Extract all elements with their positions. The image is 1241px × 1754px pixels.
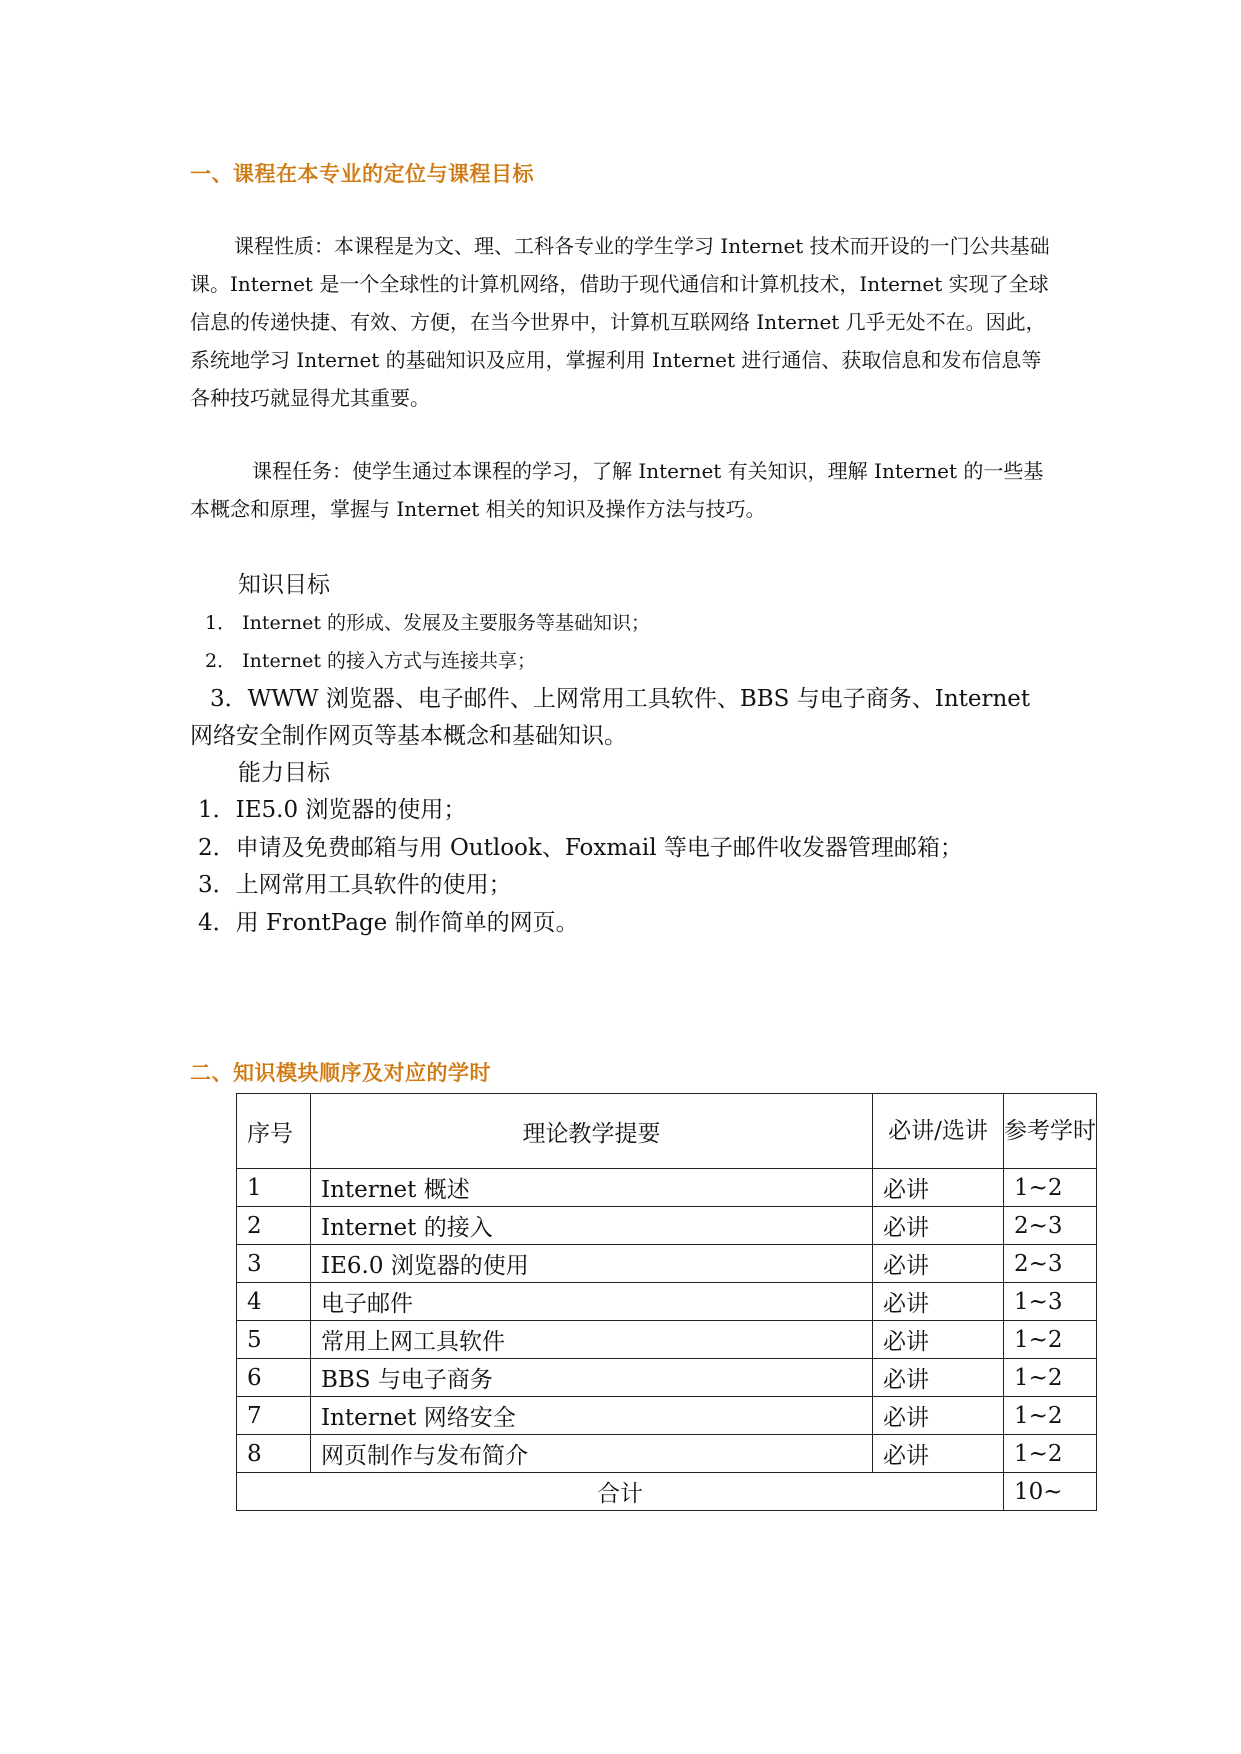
row-hours: 1~2 (1004, 1397, 1097, 1435)
ability-item-2: 2．申请及免费邮箱与用 Outlook、Foxmail 等电子邮件收发器管理邮箱； (198, 835, 963, 861)
row-required: 必讲 (873, 1435, 1004, 1473)
course-nature-paragraph: 课程性质：本课程是为文、理、工科各专业的学生学习 Internet 技术而开设的一门公共基础课。Internet 是一个全球性的计算机网络，借助于现代通信和计算机技术，Internet 实现了全球信息的传递快捷、有效、方便，在当今世界中，计算机互联网络 Internet 几乎无处不在。因此，系统地学习 Internet 的基础知识及应用，掌握利用 Internet 进行通信、获取信息和发布信息等各种技巧就显得尤其重要。 (190, 234, 1050, 410)
knowledge-item-2: 2． Internet 的接入方式与连接共享； (205, 650, 536, 672)
row-topic: BBS 与电子商务 (311, 1359, 873, 1397)
row-index: 8 (237, 1435, 311, 1473)
section1-heading: 一、课程在本专业的定位与课程目标 (190, 162, 534, 186)
header-hours: 参考学时 (1004, 1094, 1097, 1169)
table-header-row (237, 1094, 1097, 1169)
row-hours: 1~2 (1004, 1435, 1097, 1473)
ability-goals-title: 能力目标 (238, 760, 330, 786)
row-index: 4 (237, 1283, 311, 1321)
row-required: 必讲 (873, 1283, 1004, 1321)
row-hours: 1~2 (1004, 1169, 1097, 1207)
row-topic: IE6.0 浏览器的使用 (311, 1245, 873, 1283)
row-topic: 常用上网工具软件 (311, 1321, 873, 1359)
total-label: 合计 (237, 1473, 1004, 1511)
knowledge-item-1: 1． Internet 的形成、发展及主要服务等基础知识； (205, 612, 650, 634)
row-required: 必讲 (873, 1207, 1004, 1245)
knowledge-item-3-line1: 3．WWW 浏览器、电子邮件、上网常用工具软件、BBS 与电子商务、Internet (210, 686, 1031, 712)
section2-heading: 二、知识模块顺序及对应的学时 (190, 1061, 491, 1085)
ability-item-3: 3．上网常用工具软件的使用； (198, 872, 512, 898)
row-topic: Internet 网络安全 (311, 1397, 873, 1435)
row-required: 必讲 (873, 1245, 1004, 1283)
table-row (237, 1397, 1097, 1435)
header-index: 序号 (237, 1094, 311, 1169)
row-index: 1 (237, 1169, 311, 1207)
row-required: 必讲 (873, 1359, 1004, 1397)
table-row (237, 1359, 1097, 1397)
row-index: 2 (237, 1207, 311, 1245)
header-topic: 理论教学提要 (311, 1094, 873, 1169)
row-hours: 1~2 (1004, 1321, 1097, 1359)
knowledge-item-3-line2: 网络安全制作网页等基本概念和基础知识。 (190, 723, 627, 749)
hours-table (236, 1093, 1097, 1511)
table-row (237, 1245, 1097, 1283)
table-row (237, 1321, 1097, 1359)
row-required: 必讲 (873, 1169, 1004, 1207)
row-topic: 电子邮件 (311, 1283, 873, 1321)
ability-item-1: 1．IE5.0 浏览器的使用； (198, 797, 467, 823)
row-topic: 网页制作与发布简介 (311, 1435, 873, 1473)
hours-table-container (236, 1093, 1096, 1523)
row-required: 必讲 (873, 1321, 1004, 1359)
row-index: 3 (237, 1245, 311, 1283)
row-hours: 1~3 (1004, 1283, 1097, 1321)
row-index: 7 (237, 1397, 311, 1435)
table-row (237, 1169, 1097, 1207)
total-value: 10~ (1004, 1473, 1097, 1511)
row-required: 必讲 (873, 1397, 1004, 1435)
row-hours: 2~3 (1004, 1207, 1097, 1245)
knowledge-goals-title: 知识目标 (238, 572, 330, 598)
table-row (237, 1283, 1097, 1321)
row-index: 6 (237, 1359, 311, 1397)
table-row (237, 1207, 1097, 1245)
row-hours: 1~2 (1004, 1359, 1097, 1397)
table-total-row (237, 1473, 1097, 1511)
row-topic: Internet 的接入 (311, 1207, 873, 1245)
course-task-paragraph: 课程任务：使学生通过本课程的学习，了解 Internet 有关知识，理解 Internet 的一些基本概念和原理，掌握与 Internet 相关的知识及操作方法与技巧。 (190, 459, 1044, 521)
ability-item-4: 4．用 FrontPage 制作简单的网页。 (198, 910, 579, 936)
table-row (237, 1435, 1097, 1473)
row-topic: Internet 概述 (311, 1169, 873, 1207)
row-hours: 2~3 (1004, 1245, 1097, 1283)
header-required: 必讲/选讲 (873, 1094, 1004, 1169)
row-index: 5 (237, 1321, 311, 1359)
